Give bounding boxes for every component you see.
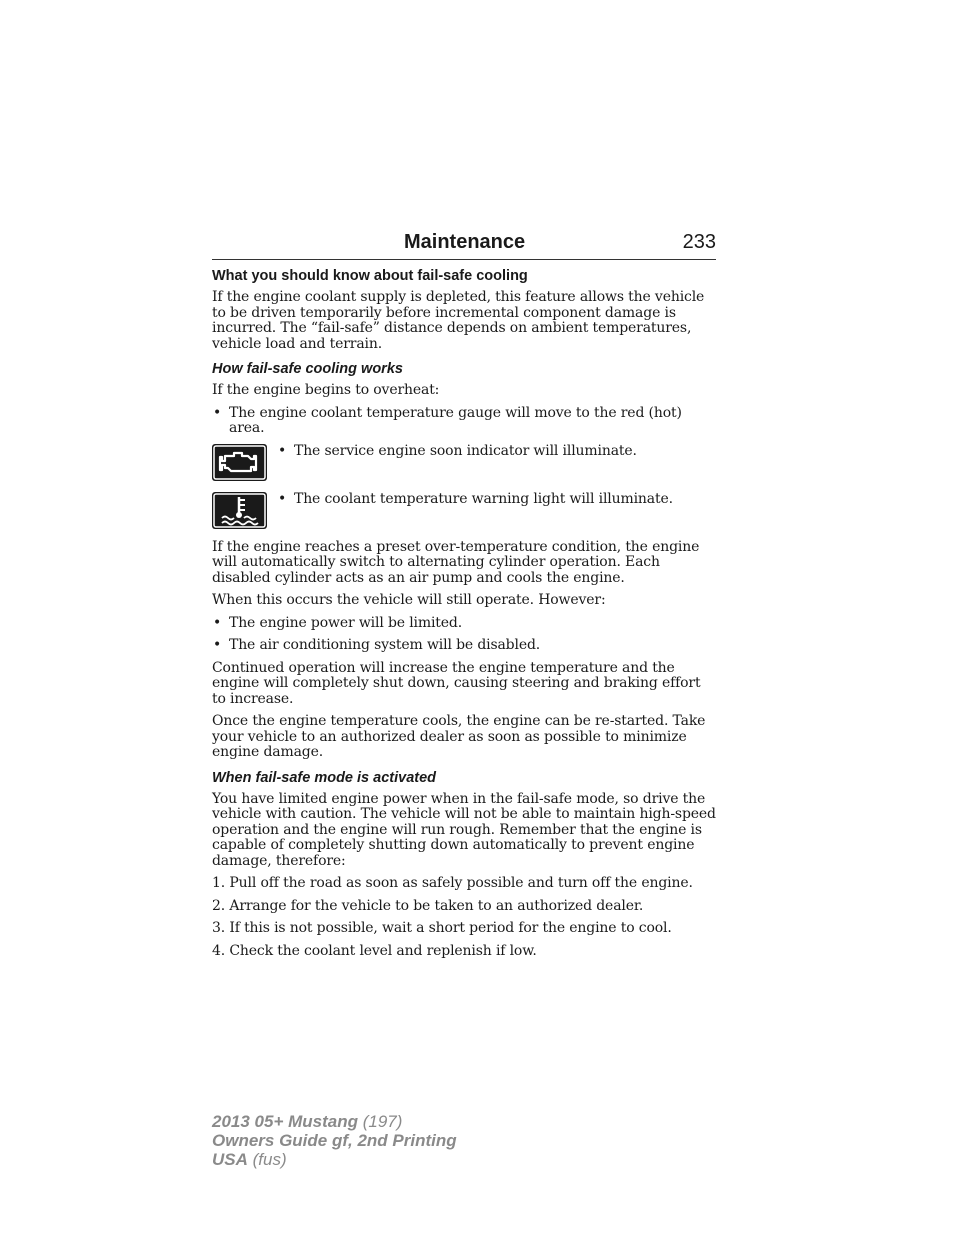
- page-header: [212, 229, 716, 260]
- footer-line-model: [212, 1112, 457, 1131]
- bullet-item: • The engine power will be limited.: [212, 616, 716, 632]
- indicator-row-coolant: [212, 492, 716, 532]
- bullet-item: • The air conditioning system will be disabled.: [212, 638, 716, 654]
- numbered-step: 1. Pull off the road as soon as safely possible and turn off the engine.: [212, 875, 693, 891]
- section-title: Maintenance: [404, 231, 526, 253]
- paragraph: If the engine begins to overheat:: [212, 382, 440, 398]
- paragraph: Once the engine temperature cools, the engine can be re-started. Take your vehicle to an authorized dealer as soon as possible to minimize engine damage.: [212, 713, 706, 760]
- page-number: 233: [682, 231, 716, 253]
- numbered-step: 3. If this is not possible, wait a short period for the engine to cool.: [212, 920, 672, 936]
- page-footer: [212, 1112, 457, 1169]
- heading-fail-safe-mode: When fail-safe mode is activated: [212, 769, 437, 786]
- bullet-item: • The service engine soon indicator will illuminate.: [277, 444, 637, 460]
- footer-model: 2013 05+ Mustang: [212, 1112, 358, 1131]
- indicator-row-engine: [212, 444, 716, 484]
- heading-fail-safe-cooling: What you should know about fail-safe cooling: [212, 268, 528, 284]
- paragraph: If the engine reaches a preset over-temperature condition, the engine will automatically switch to alternating cylinder operation. Each disabled cylinder acts as an air pump and cools the engine.: [212, 538, 700, 586]
- heading-how-it-works: How fail-safe cooling works: [212, 361, 403, 377]
- numbered-step: 2. Arrange for the vehicle to be taken to an authorized dealer.: [212, 897, 644, 914]
- check-engine-icon: [212, 444, 267, 481]
- paragraph: You have limited engine power when in the fail-safe mode, so drive the vehicle with caution. The vehicle will not be able to maintain high-speed operation and the engine will run rough. Remember that the engine is capable of completely shutting down automatically to prevent engine damage, therefore:: [212, 790, 716, 869]
- numbered-step: 4. Check the coolant level and replenish if low.: [212, 942, 537, 959]
- footer-region: USA: [212, 1150, 248, 1169]
- footer-line-region: [212, 1150, 457, 1169]
- page-content: [212, 267, 716, 966]
- footer-line-guide: [212, 1131, 457, 1150]
- paragraph: When this occurs the vehicle will still operate. However:: [212, 592, 606, 608]
- paragraph: Continued operation will increase the engine temperature and the engine will completely shut down, causing steering and braking effort to increase.: [212, 659, 701, 707]
- coolant-temperature-icon: [212, 492, 267, 529]
- paragraph: If the engine coolant supply is depleted, this feature allows the vehicle to be driven temporarily before incremental component damage is incurred. The “fail-safe” distance depends on ambient temperatures, vehicle load and terrain.: [212, 289, 705, 352]
- footer-guide: Owners Guide gf, 2nd Printing: [212, 1131, 457, 1150]
- bullet-item: • The coolant temperature warning light will illuminate.: [277, 492, 673, 508]
- bullet-item: • The engine coolant temperature gauge will move to the red (hot) area.: [212, 406, 716, 437]
- footer-region-code: (fus): [252, 1150, 287, 1169]
- footer-model-code: (197): [362, 1112, 403, 1131]
